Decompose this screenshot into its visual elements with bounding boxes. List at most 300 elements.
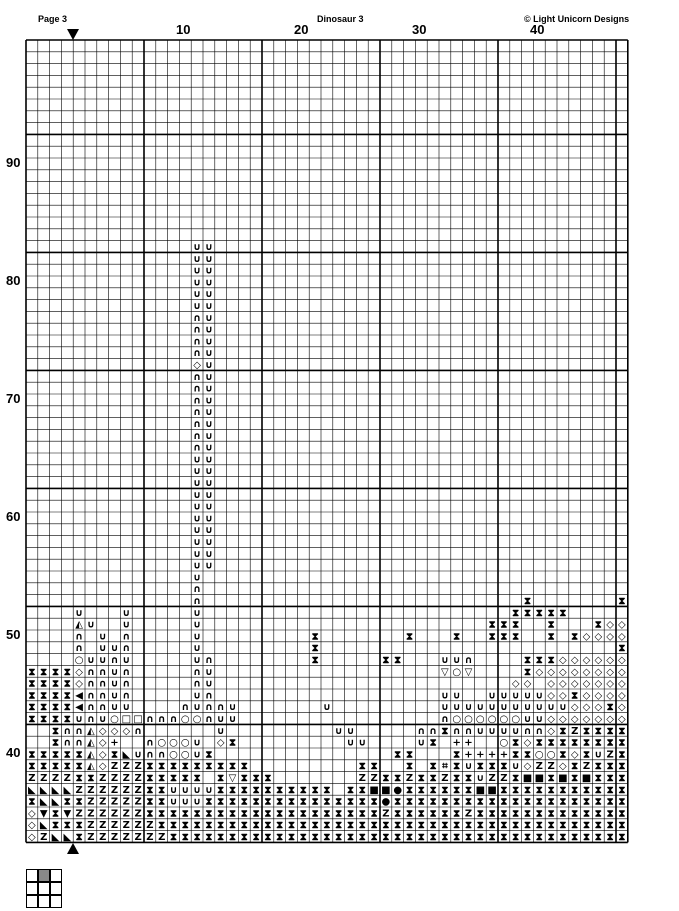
stitch-symbol: Z: [87, 784, 95, 796]
stitch-symbol: Z: [87, 808, 95, 820]
stitch-symbol: ∩: [523, 725, 532, 737]
stitch-symbol: ∪: [193, 631, 202, 643]
stitch-symbol: ⧗: [146, 796, 154, 808]
stitch-symbol: ⧗: [547, 808, 555, 820]
stitch-symbol: ⧗: [158, 784, 166, 796]
stitch-symbol: Z: [122, 832, 130, 843]
stitch-symbol: ⧗: [429, 737, 437, 749]
stitch-symbol: ⧗: [417, 796, 425, 808]
stitch-symbol: ⧗: [252, 808, 260, 820]
stitch-symbol: ∩: [110, 655, 119, 666]
stitch-symbol: ⧗: [606, 820, 614, 832]
stitch-symbol: ⧗: [252, 820, 260, 832]
stitch-symbol: ∩: [145, 737, 154, 749]
stitch-symbol: ⧗: [594, 619, 602, 631]
stitch-symbol: ⧗: [488, 631, 496, 643]
page-locator-minimap: [26, 869, 64, 911]
stitch-symbol: ∩: [86, 702, 95, 714]
stitch-symbol: Z: [134, 784, 142, 796]
stitch-symbol: ⧗: [346, 784, 355, 796]
stitch-symbol: ■: [487, 784, 497, 796]
stitch-symbol: ∪: [499, 690, 508, 702]
stitch-symbol: ⧗: [571, 737, 579, 749]
stitch-symbol: ⧗: [618, 784, 626, 796]
stitch-symbol: ∪: [204, 395, 213, 407]
stitch-symbol: ⧗: [217, 773, 225, 784]
stitch-symbol: ⧗: [453, 631, 461, 643]
stitch-symbol: ⧗: [523, 820, 532, 832]
stitch-symbol: □: [133, 714, 143, 725]
stitch-symbol: ⧗: [394, 796, 402, 808]
stitch-symbol: ⧗: [606, 796, 614, 808]
stitch-symbol: ∩: [193, 430, 202, 442]
stitch-symbol: ●: [393, 784, 403, 796]
stitch-symbol: ∪: [193, 607, 202, 619]
stitch-symbol: ⧗: [205, 796, 213, 808]
stitch-symbol: ◇: [28, 808, 36, 820]
stitch-symbol: ⧗: [523, 832, 532, 843]
stitch-symbol: Z: [110, 808, 119, 820]
stitch-symbol: ◣: [51, 832, 60, 843]
stitch-symbol: ⧗: [276, 820, 284, 832]
stitch-symbol: ∪: [193, 454, 202, 466]
stitch-symbol: ∪: [204, 383, 213, 395]
stitch-symbol: ⧗: [158, 761, 166, 773]
stitch-symbol: ∩: [193, 419, 202, 430]
stitch-symbol: ⧗: [394, 773, 402, 784]
stitch-symbol: ⧗: [75, 773, 83, 784]
stitch-symbol: ⧗: [63, 820, 71, 832]
stitch-symbol: ○: [511, 714, 521, 725]
stitch-symbol: ∪: [122, 702, 131, 714]
stitch-symbol: ∪: [193, 489, 202, 501]
stitch-symbol: Z: [110, 832, 119, 843]
stitch-symbol: ∪: [193, 643, 202, 655]
stitch-symbol: ⧗: [618, 643, 626, 655]
stitch-symbol: ⧗: [453, 820, 461, 832]
stitch-symbol: ⧗: [169, 761, 178, 773]
stitch-symbol: ∪: [488, 725, 497, 737]
stitch-symbol: ∩: [181, 702, 190, 714]
stitch-symbol: ⧗: [169, 832, 178, 843]
stitch-symbol: ∩: [193, 312, 202, 324]
stitch-symbol: ⧗: [618, 773, 626, 784]
stitch-symbol: ⧗: [594, 761, 602, 773]
stitch-symbol: ⧗: [547, 619, 555, 631]
stitch-symbol: ⧗: [193, 820, 201, 832]
stitch-symbol: ∪: [499, 725, 508, 737]
stitch-symbol: ⧗: [559, 607, 567, 619]
stitch-symbol: ∪: [464, 761, 473, 773]
stitch-symbol: ◇: [570, 749, 579, 761]
stitch-symbol: ○: [499, 737, 509, 749]
stitch-symbol: ○: [74, 655, 84, 666]
stitch-symbol: ⧗: [594, 725, 602, 737]
stitch-symbol: ○: [157, 737, 167, 749]
stitch-symbol: ∪: [523, 690, 532, 702]
stitch-symbol: ⧗: [606, 832, 614, 843]
stitch-symbol: ⧗: [405, 761, 414, 773]
stitch-symbol: Z: [28, 773, 36, 784]
stitch-symbol: ◇: [582, 702, 591, 714]
stitch-symbol: ▼: [39, 808, 48, 820]
stitch-symbol: ∪: [193, 548, 202, 560]
stitch-symbol: Z: [75, 784, 83, 796]
stitch-symbol: ∪: [204, 478, 213, 489]
stitch-symbol: ⧗: [169, 820, 178, 832]
stitch-symbol: ∪: [204, 277, 213, 289]
stitch-symbol: ⧗: [311, 796, 319, 808]
stitch-symbol: ∩: [440, 714, 449, 725]
stitch-symbol: ∪: [86, 655, 95, 666]
stitch-symbol: ⧗: [405, 784, 414, 796]
stitch-symbol: ⧗: [40, 666, 48, 678]
stitch-symbol: ⧗: [240, 784, 248, 796]
stitch-symbol: ⧗: [63, 690, 71, 702]
stitch-symbol: ⧗: [287, 796, 296, 808]
stitch-symbol: ⧗: [240, 796, 248, 808]
stitch-symbol: ∪: [440, 690, 449, 702]
stitch-symbol: ⧗: [87, 773, 95, 784]
stitch-symbol: ⧗: [547, 737, 555, 749]
stitch-symbol: ∪: [216, 725, 225, 737]
stitch-symbol: Z: [122, 808, 130, 820]
stitch-symbol: □: [121, 714, 132, 725]
stitch-symbol: ⧗: [28, 666, 36, 678]
stitch-symbol: ∪: [204, 454, 213, 466]
stitch-symbol: ⧗: [618, 820, 626, 832]
stitch-symbol: ⧗: [512, 796, 520, 808]
stitch-symbol: ∩: [98, 678, 107, 690]
stitch-symbol: ⧗: [571, 690, 579, 702]
stitch-symbol: ⧗: [464, 820, 473, 832]
stitch-symbol: ⧗: [606, 808, 614, 820]
stitch-symbol: ∪: [204, 430, 213, 442]
stitch-symbol: ∩: [204, 690, 213, 702]
stitch-symbol: ◣: [63, 832, 72, 843]
stitch-symbol: ⧗: [28, 749, 36, 761]
stitch-symbol: ∪: [193, 525, 202, 537]
stitch-symbol: ∪: [452, 702, 461, 714]
stitch-symbol: ○: [192, 714, 202, 725]
stitch-symbol: ⧗: [63, 749, 71, 761]
stitch-symbol: ⧗: [299, 820, 307, 832]
stitch-symbol: ○: [180, 714, 190, 725]
stitch-symbol: ⧗: [441, 820, 449, 832]
stitch-symbol: ∩: [145, 749, 154, 761]
stitch-symbol: ⧗: [512, 607, 520, 619]
stitch-symbol: ⧗: [582, 796, 591, 808]
stitch-symbol: ⧗: [429, 820, 437, 832]
stitch-symbol: ∩: [193, 324, 202, 336]
stitch-symbol: ∪: [204, 678, 213, 690]
stitch-symbol: ⧗: [523, 655, 532, 666]
stitch-symbol: ∩: [75, 643, 84, 655]
stitch-symbol: Z: [110, 820, 119, 832]
stitch-symbol: ∪: [204, 666, 213, 678]
stitch-symbol: Z: [51, 773, 60, 784]
stitch-symbol: ∩: [193, 336, 202, 348]
stitch-symbol: ⧗: [181, 820, 189, 832]
row-number-80: 80: [6, 273, 21, 288]
stitch-symbol: ⧗: [181, 761, 189, 773]
stitch-symbol: ⧗: [252, 832, 260, 843]
stitch-symbol: ∩: [122, 678, 131, 690]
stitch-symbol: ⧗: [535, 655, 543, 666]
stitch-symbol: ⧗: [40, 702, 48, 714]
stitch-symbol: ◇: [594, 714, 603, 725]
stitch-symbol: Z: [87, 832, 95, 843]
stitch-symbol: ∪: [181, 784, 190, 796]
stitch-symbol: ∪: [110, 690, 119, 702]
stitch-symbol: Z: [488, 773, 496, 784]
stitch-symbol: ∪: [204, 501, 213, 513]
stitch-symbol: ∪: [511, 690, 520, 702]
stitch-symbol: ⧗: [158, 820, 166, 832]
minimap-cell: [26, 882, 38, 895]
stitch-symbol: Z: [122, 773, 130, 784]
stitch-symbol: ◇: [582, 666, 591, 678]
stitch-symbol: ∪: [204, 513, 213, 525]
stitch-symbol: ⧗: [358, 761, 366, 773]
stitch-symbol: ∩: [86, 678, 95, 690]
stitch-symbol: ⧗: [75, 820, 83, 832]
stitch-symbol: ∪: [228, 714, 237, 725]
stitch-symbol: ◀: [75, 702, 83, 714]
stitch-symbol: ◇: [570, 702, 579, 714]
stitch-symbol: ○: [487, 714, 497, 725]
stitch-symbol: ⧗: [476, 796, 484, 808]
stitch-symbol: ⧗: [453, 796, 461, 808]
stitch-symbol: ⧗: [287, 808, 296, 820]
stitch-symbol: Z: [99, 784, 107, 796]
stitch-symbol: ∪: [98, 643, 107, 655]
stitch-symbol: ⧗: [453, 749, 461, 761]
stitch-symbol: Z: [464, 808, 473, 820]
stitch-symbol: ⧗: [441, 784, 449, 796]
stitch-symbol: ⧗: [51, 666, 60, 678]
stitch-symbol: ⧗: [193, 761, 201, 773]
stitch-symbol: ⧗: [311, 655, 319, 666]
stitch-symbol: ∩: [193, 383, 202, 395]
stitch-symbol: ∪: [523, 714, 532, 725]
stitch-symbol: ∪: [98, 714, 107, 725]
stitch-symbol: ∪: [488, 690, 497, 702]
stitch-symbol: ⧗: [323, 784, 331, 796]
stitch-symbol: ∪: [476, 702, 485, 714]
stitch-symbol: ⧗: [405, 631, 414, 643]
stitch-symbol: ⧗: [394, 749, 402, 761]
stitch-symbol: ⧗: [571, 808, 579, 820]
stitch-symbol: ⧗: [571, 832, 579, 843]
stitch-symbol: Z: [571, 725, 579, 737]
stitch-symbol: ○: [534, 749, 544, 761]
stitch-symbol: ⧗: [523, 796, 532, 808]
row-number-50: 50: [6, 627, 21, 642]
stitch-symbol: ⧗: [547, 607, 555, 619]
stitch-symbol: ◇: [559, 666, 567, 678]
stitch-symbol: ⧗: [606, 773, 614, 784]
stitch-symbol: ○: [499, 714, 509, 725]
stitch-symbol: ⧗: [559, 784, 567, 796]
stitch-symbol: ⧗: [476, 761, 484, 773]
stitch-symbol: ⧗: [370, 761, 378, 773]
stitch-symbol: ◇: [606, 631, 614, 643]
stitch-symbol: Z: [146, 820, 154, 832]
stitch-symbol: ∩: [193, 348, 202, 360]
stitch-symbol: ⧗: [264, 808, 272, 820]
stitch-symbol: ◇: [618, 666, 626, 678]
stitch-symbol: ∪: [193, 242, 202, 253]
stitch-symbol: ◇: [547, 690, 555, 702]
stitch-symbol: ⧗: [252, 796, 260, 808]
stitch-symbol: ⧗: [240, 808, 248, 820]
stitch-symbol: ∪: [75, 714, 84, 725]
stitch-symbol: ▽: [464, 666, 473, 678]
stitch-symbol: ⧗: [500, 808, 508, 820]
stitch-symbol: ∪: [204, 407, 213, 419]
stitch-symbol: ∪: [193, 537, 202, 548]
stitch-symbol: ⧗: [323, 808, 331, 820]
stitch-symbol: ⧗: [417, 820, 425, 832]
stitch-symbol: ∪: [204, 784, 213, 796]
stitch-symbol: ⧗: [535, 737, 543, 749]
stitch-symbol: ⧗: [299, 808, 307, 820]
stitch-symbol: ⧗: [405, 808, 414, 820]
stitch-symbol: ◇: [547, 714, 555, 725]
stitch-symbol: ⧗: [464, 773, 473, 784]
stitch-symbol: ∪: [122, 619, 131, 631]
stitch-symbol: ⧗: [240, 820, 248, 832]
stitch-symbol: ⧗: [217, 761, 225, 773]
stitch-symbol: ◇: [193, 360, 201, 371]
stitch-symbol: ⧗: [346, 796, 355, 808]
stitch-symbol: ∩: [429, 725, 438, 737]
stitch-symbol: Z: [110, 784, 119, 796]
stitch-symbol: ∩: [193, 596, 202, 607]
stitch-symbol: ⧗: [311, 832, 319, 843]
page-label: Page 3: [38, 14, 68, 24]
stitch-symbol: ∪: [193, 702, 202, 714]
stitch-symbol: ⧗: [228, 737, 237, 749]
stitch-symbol: ◇: [618, 690, 626, 702]
stitch-symbol: +: [452, 737, 461, 749]
stitch-symbol: ⧗: [358, 820, 366, 832]
stitch-symbol: ◇: [582, 678, 591, 690]
stitch-symbol: ◇: [28, 832, 36, 843]
stitch-symbol: ⧗: [405, 820, 414, 832]
stitch-symbol: ∩: [169, 714, 178, 725]
stitch-symbol: ◇: [523, 737, 532, 749]
stitch-symbol: Z: [87, 820, 95, 832]
column-number-20: 20: [294, 22, 309, 37]
stitch-symbol: ∪: [193, 655, 202, 666]
stitch-symbol: ∪: [193, 265, 202, 277]
stitch-symbol: ⧗: [476, 832, 484, 843]
stitch-symbol: ⧗: [205, 808, 213, 820]
stitch-symbol: ∪: [204, 265, 213, 277]
stitch-symbol: ⧗: [453, 761, 461, 773]
stitch-symbol: ∪: [193, 737, 202, 749]
stitch-symbol: ⧗: [75, 761, 83, 773]
stitch-symbol: ∩: [157, 714, 166, 725]
stitch-symbol: ⧗: [264, 832, 272, 843]
stitch-symbol: ⧗: [488, 796, 496, 808]
stitch-symbol: ⧗: [500, 631, 508, 643]
stitch-symbol: Z: [382, 808, 390, 820]
stitch-symbol: ◣: [122, 749, 131, 761]
stitch-symbol: ◣: [63, 784, 72, 796]
stitch-symbol: ∪: [204, 560, 213, 572]
minimap-cell: [50, 895, 62, 908]
stitch-symbol: ∪: [346, 725, 355, 737]
stitch-symbol: ◇: [606, 666, 614, 678]
stitch-symbol: ⧗: [276, 784, 284, 796]
stitch-symbol: ◇: [511, 678, 520, 690]
stitch-symbol: ∪: [193, 301, 202, 312]
stitch-symbol: ⧗: [535, 784, 543, 796]
stitch-symbol: ⧗: [252, 773, 260, 784]
stitch-symbol: ⧗: [217, 796, 225, 808]
stitch-symbol: ⧗: [299, 832, 307, 843]
column-number-40: 40: [530, 22, 545, 37]
stitch-symbol: ∩: [157, 749, 166, 761]
stitch-symbol: ⧗: [335, 808, 343, 820]
stitch-symbol: ⧗: [429, 832, 437, 843]
stitch-symbol: ⧗: [217, 808, 225, 820]
stitch-symbol: ⧗: [500, 761, 508, 773]
stitch-symbol: ∪: [134, 749, 143, 761]
stitch-symbol: ∪: [98, 655, 107, 666]
stitch-symbol: ◇: [110, 725, 119, 737]
stitch-symbol: ◇: [547, 678, 555, 690]
stitch-symbol: ⧗: [571, 796, 579, 808]
stitch-symbol: ⧗: [547, 832, 555, 843]
stitch-symbol: ⧗: [523, 596, 532, 607]
stitch-symbol: ∪: [204, 253, 213, 265]
stitch-symbol: ⧗: [618, 749, 626, 761]
stitch-symbol: ∪: [204, 489, 213, 501]
stitch-symbol: ∪: [346, 737, 355, 749]
stitch-symbol: ∪: [204, 442, 213, 454]
stitch-symbol: ⧗: [559, 725, 567, 737]
stitch-symbol: ⧗: [417, 773, 425, 784]
stitch-symbol: ∪: [535, 690, 544, 702]
stitch-symbol: Z: [110, 761, 119, 773]
stitch-symbol: ⧗: [512, 784, 520, 796]
stitch-symbol: ◇: [618, 619, 626, 631]
stitch-symbol: ∪: [193, 289, 202, 301]
stitch-symbol: ⧗: [181, 832, 189, 843]
stitch-symbol: ⧗: [228, 808, 237, 820]
stitch-symbol: ⧗: [370, 808, 378, 820]
stitch-symbol: ⧗: [63, 714, 71, 725]
stitch-symbol: ∪: [110, 666, 119, 678]
stitch-symbol: ∪: [204, 360, 213, 371]
stitch-symbol: +: [499, 749, 509, 761]
stitch-symbol: ⧗: [335, 796, 343, 808]
stitch-symbol: ∪: [558, 702, 567, 714]
stitch-symbol: ∪: [523, 702, 532, 714]
stitch-symbol: ⧗: [323, 832, 331, 843]
stitch-symbol: ∪: [181, 796, 190, 808]
stitch-symbol: ∩: [204, 655, 213, 666]
stitch-symbol: ⧗: [299, 796, 307, 808]
stitch-symbol: ⧗: [500, 796, 508, 808]
stitch-symbol: ⧗: [512, 619, 520, 631]
stitch-symbol: ◇: [606, 714, 614, 725]
stitch-symbol: ◇: [570, 666, 579, 678]
